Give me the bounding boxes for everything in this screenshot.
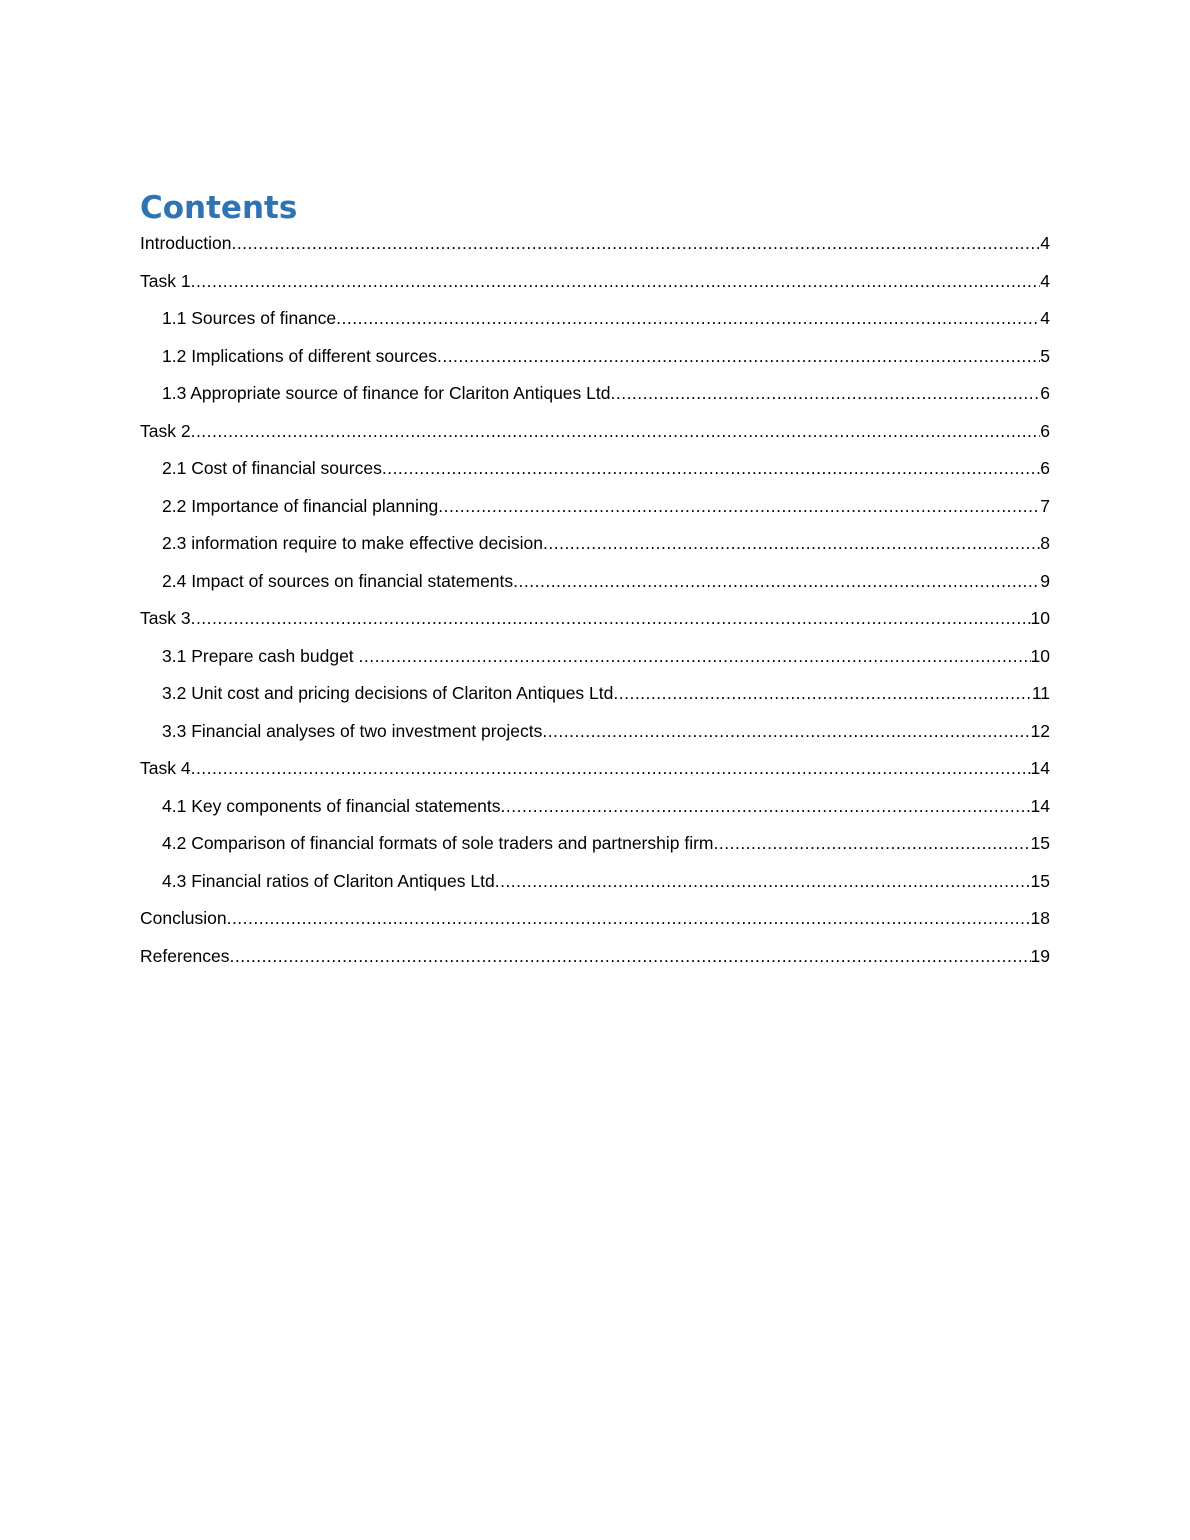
- toc-entry-introduction[interactable]: [140, 225, 1050, 263]
- toc-entry-title: 1.3 Appropriate source of finance for Clariton Antiques Ltd: [162, 383, 611, 403]
- toc-entry-conclusion[interactable]: [140, 900, 1050, 938]
- toc-entry-title: 4.3 Financial ratios of Clariton Antiques Ltd: [162, 870, 495, 891]
- toc-entry-title: 2.2 Importance of financial planning: [162, 495, 439, 516]
- toc-dot-leader: [610, 375, 1040, 413]
- toc-entry-2-4[interactable]: [140, 563, 1050, 601]
- toc-entry-title: Task 2: [140, 420, 191, 441]
- toc-entry-page: 10: [1030, 608, 1050, 628]
- toc-dot-leader: [230, 938, 1031, 976]
- toc-entry-page: 15: [1030, 833, 1050, 853]
- toc-entry-4-1[interactable]: [140, 788, 1050, 826]
- toc-entry-page: 4: [1040, 308, 1050, 328]
- toc-entry-page: 19: [1030, 945, 1050, 966]
- toc-dot-leader: [191, 263, 1041, 301]
- toc-entry-title: 3.3 Financial analyses of two investment projects: [162, 720, 543, 741]
- toc-dot-leader: [613, 675, 1031, 713]
- toc-entry-3-2[interactable]: [140, 675, 1050, 713]
- toc-entry-title: Task 4: [140, 758, 191, 778]
- toc-entry-title: Introduction: [140, 233, 232, 253]
- toc-entry-1-1[interactable]: [140, 300, 1050, 338]
- toc-entry-2-2[interactable]: [140, 488, 1050, 526]
- toc-dot-leader: [191, 413, 1041, 451]
- toc-dot-leader: [227, 900, 1031, 938]
- toc-entry-title: 4.2 Comparison of financial formats of sole traders and partnership firm: [162, 833, 714, 853]
- toc-dot-leader: [359, 638, 1031, 676]
- toc-entry-page: 12: [1030, 720, 1050, 741]
- toc-dot-leader: [495, 863, 1031, 901]
- toc-entry-task-4[interactable]: [140, 750, 1050, 788]
- toc-dot-leader: [501, 788, 1031, 826]
- toc-entry-page: 4: [1040, 270, 1050, 291]
- toc-entry-title: 4.1 Key components of financial statements: [162, 795, 501, 816]
- toc-dot-leader: [438, 488, 1040, 526]
- toc-entry-2-1[interactable]: [140, 450, 1050, 488]
- toc-entry-page: 14: [1030, 795, 1050, 816]
- toc-dot-leader: [513, 563, 1040, 601]
- toc-entry-title: 3.1 Prepare cash budget: [162, 645, 359, 666]
- toc-entry-page: 11: [1031, 683, 1050, 703]
- toc-entry-page: 9: [1040, 570, 1050, 591]
- toc-entry-page: 10: [1030, 645, 1050, 666]
- toc-entry-page: 7: [1040, 495, 1050, 516]
- toc-entry-title: 2.1 Cost of financial sources: [162, 458, 382, 478]
- toc-entry-page: 18: [1030, 908, 1050, 928]
- toc-entry-page: 6: [1040, 458, 1050, 478]
- toc-dot-leader: [191, 600, 1031, 638]
- toc-heading: Contents: [140, 190, 298, 226]
- toc-entry-title: Conclusion: [140, 908, 227, 928]
- toc-entry-references[interactable]: [140, 938, 1050, 976]
- toc-entry-task-2[interactable]: [140, 413, 1050, 451]
- toc-entry-title: 1.2 Implications of different sources: [162, 345, 437, 366]
- toc-entry-page: 6: [1040, 383, 1050, 403]
- toc-entry-1-2[interactable]: [140, 338, 1050, 376]
- toc-entry-title: 2.3 information require to make effective decision: [162, 533, 543, 553]
- toc-dot-leader: [543, 525, 1040, 563]
- toc-entry-4-2[interactable]: [140, 825, 1050, 863]
- toc-dot-leader: [231, 225, 1040, 263]
- toc-entry-4-3[interactable]: [140, 863, 1050, 901]
- toc-dot-leader: [714, 825, 1031, 863]
- toc-dot-leader: [542, 713, 1030, 751]
- toc-entry-page: 6: [1040, 420, 1050, 441]
- toc-entry-3-3[interactable]: [140, 713, 1050, 751]
- table-of-contents: [140, 225, 1050, 975]
- toc-entry-1-3[interactable]: [140, 375, 1050, 413]
- toc-entry-page: 4: [1040, 233, 1050, 253]
- toc-entry-2-3[interactable]: [140, 525, 1050, 563]
- toc-entry-title: 1.1 Sources of finance: [162, 308, 337, 328]
- toc-entry-page: 5: [1040, 345, 1050, 366]
- toc-dot-leader: [336, 300, 1040, 338]
- toc-entry-title: Task 3: [140, 608, 191, 628]
- toc-dot-leader: [382, 450, 1040, 488]
- toc-entry-title: Task 1: [140, 270, 191, 291]
- toc-entry-page: 15: [1030, 870, 1050, 891]
- toc-entry-task-1[interactable]: [140, 263, 1050, 301]
- toc-entry-page: 8: [1040, 533, 1050, 553]
- toc-dot-leader: [437, 338, 1040, 376]
- toc-entry-title: 3.2 Unit cost and pricing decisions of Clariton Antiques Ltd: [162, 683, 614, 703]
- toc-entry-3-1[interactable]: [140, 638, 1050, 676]
- toc-entry-task-3[interactable]: [140, 600, 1050, 638]
- toc-entry-title: 2.4 Impact of sources on financial statements: [162, 570, 514, 591]
- toc-entry-title: References: [140, 945, 230, 966]
- toc-dot-leader: [191, 750, 1031, 788]
- toc-entry-page: 14: [1030, 758, 1050, 778]
